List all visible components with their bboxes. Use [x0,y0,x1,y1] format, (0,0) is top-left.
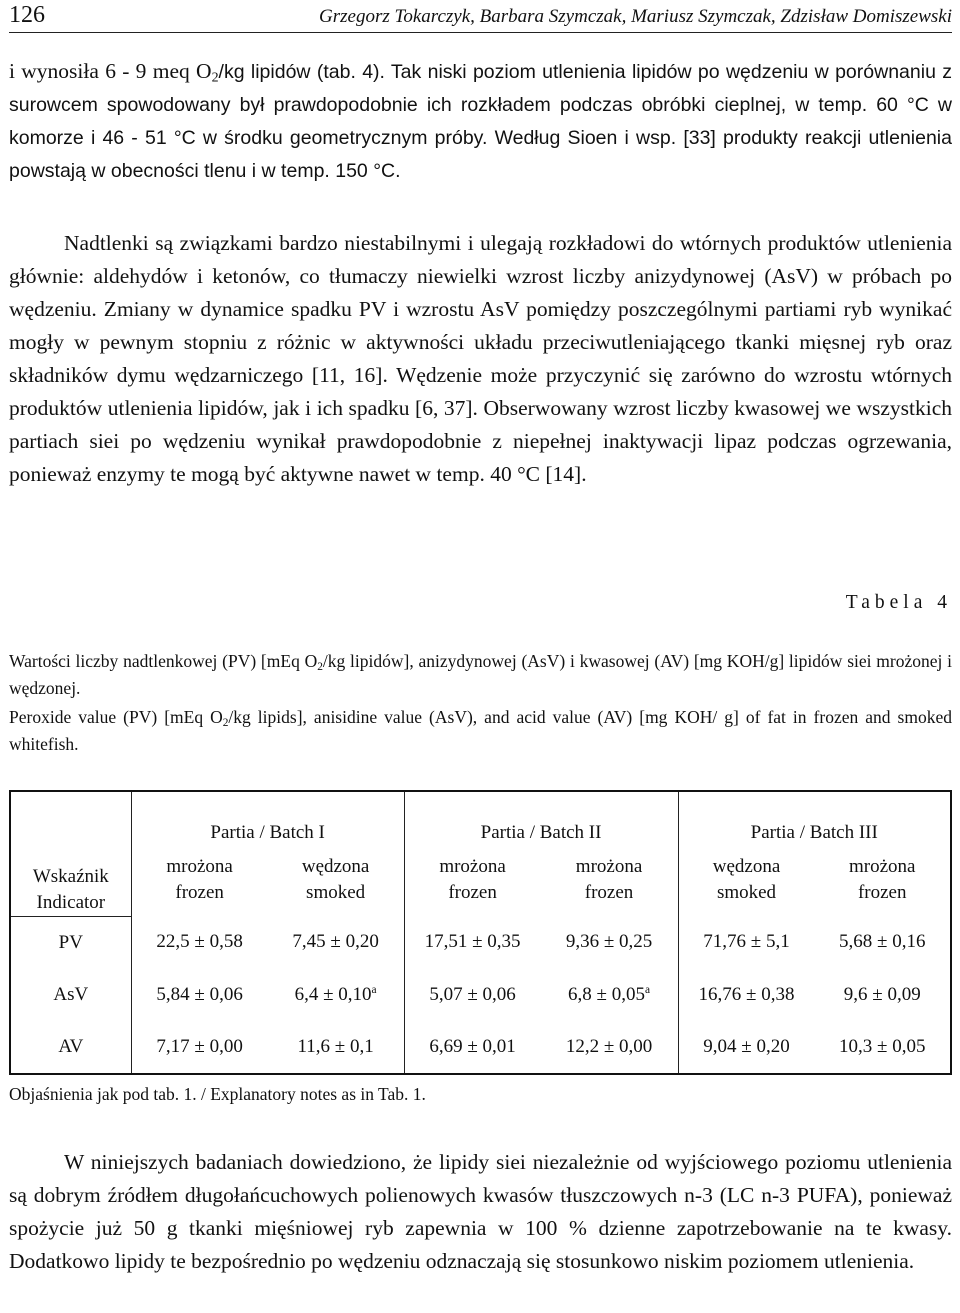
cell-value: 22,5 ± 0,58 [156,931,243,953]
cell-value: 9,36 ± 0,25 [565,931,653,953]
caption-pl-text-b: /kg lipidów], anizydynowej (AsV) i kwasowej (AV) [mg KOH/g] lipidów siei mrożonej i wędzonej. [9,651,952,698]
state-header [541,844,678,916]
table-cell [678,1021,814,1074]
table-caption-polish [9,648,952,702]
caption-en-subscript: 2 [222,716,229,729]
cell-value: 11,6 ± 0,1 [297,1035,374,1057]
table-cell [541,1021,678,1074]
cell-value: 16,76 ± 0,38 [698,983,795,1005]
table-cell [131,1021,267,1074]
cell-value: 9,04 ± 0,20 [703,1035,790,1057]
state-en: frozen [857,882,907,903]
indicator-label-en: Indicator [36,891,106,913]
table-cell [268,916,404,969]
state-en: smoked [306,882,366,903]
state-pl: mrożona [439,856,506,877]
running-header [9,2,952,33]
cell-value: 9,6 ± 0,09 [843,983,921,1005]
paragraph-peroxides: Nadtlenki są związkami bardzo niestabilnymi i ulegają rozkładowi do wtórnych produktów utlenienia głównie: aldehydów i ketonów, co tłumaczy niewielki wzrost liczby anizydynowej (AsV) w próbach po wędzeniu. Zmiany w dynamice spadku PV i wzrostu AsV pomiędzy poszczególnymi partiami ryb wynikać mogły w pewnym stopniu z różnic w aktywności układu przeciwutleniającego tkanki mięsnej ryb oraz składników dymu wędzarniczego [11, 16]. Wędzenie może przyczynić się zarówno do wzrostu wtórnych produktów utlenienia lipidów, jak i ich spadku [6, 37]. Obserwowany wzrost liczby kwasowej we wszystkich partiach siei po wędzeniu wynikał prawdopodobnie z niepełnej inaktywacji lipaz podczas ogrzewania, ponieważ enzymy te mogą być aktywne nawet w temp. 40 °C [14]. [9,231,952,486]
row-label: AsV [10,969,131,1021]
paragraph-conclusions: W niniejszych badaniach dowiedziono, że lipidy siei niezależnie od wyjściowego poziomu utlenienia są dobrym źródłem długołańcuchowych polienowych kwasów tłuszczowych n-3 (LC n-3 PUFA), ponieważ spożycie już 50 g tkanki mięśniowej ryb zapewnia w 100 % dzienne zapotrzebowanie na te kwasy. Dodatkowo lipidy te bezpośrednio po wędzeniu odznaczają się stosunkowo niskim poziomem utlenienia. [9,1150,952,1273]
indicator-header [10,791,131,916]
cell-value: 6,69 ± 0,01 [429,1035,516,1057]
paragraph-oxidation-level [9,55,952,188]
state-en: frozen [584,882,634,903]
cell-superscript: a [371,983,377,996]
state-pl: wędzona [301,856,370,877]
state-header [404,844,540,916]
state-en: smoked [716,882,777,903]
table-cell [404,916,540,969]
batch-header-3: Partia / Batch III [750,822,878,843]
state-en: frozen [175,882,224,903]
cell-value: 6,8 ± 0,05 [568,983,645,1005]
paragraph1-text-b: /kg lipidów (tab. 4). Tak niski poziom utlenienia lipidów po wędzeniu w porównaniu z surowcem spowodowany był prawdopodobnie ich rozkładem podczas obróbki cieplnej, w temp. 60 °C w komorze i 46 - 51 °C w środku geometrycznym próby. Według Sioen i wsp. [33] produkty reakcji utlenienia powstają w obecności tlenu i w temp. 150 °C. [9,61,952,182]
table-cell [131,969,267,1021]
table-cell [814,916,951,969]
caption-en-text-a: Peroxide value (PV) [mEq O [9,707,223,727]
table-cell [814,969,951,1021]
table-cell [678,969,814,1021]
table-cell [268,1021,404,1074]
paragraph1-subscript: 2 [211,70,219,86]
state-header [268,844,404,916]
table-cell [541,916,678,969]
table-cell [678,916,814,969]
table-cell [404,1021,540,1074]
table-row-asv [10,969,951,1021]
cell-value: 5,68 ± 0,16 [839,931,926,953]
paragraph1-lead [9,59,219,86]
cell-value: 71,76 ± 5,1 [703,931,790,953]
batch-header-2: Partia / Batch II [404,791,678,844]
state-en: frozen [448,882,497,903]
state-header [131,844,267,916]
caption-pl-text-a: Wartości liczby nadtlenkowej (PV) [mEq O [9,651,318,671]
cell-value: 6,4 ± 0,10 [294,983,372,1005]
cell-value: 5,07 ± 0,06 [429,983,516,1005]
table-label: Tabela 4 [845,592,952,613]
row-label: AV [10,1021,131,1074]
cell-value: 12,2 ± 0,00 [565,1035,653,1057]
batch-header-1: Partia / Batch I [131,791,404,844]
cell-value: 7,17 ± 0,00 [156,1035,243,1057]
page-number: 126 [9,2,45,28]
table-caption-english [9,704,952,758]
cell-value: 5,84 ± 0,06 [156,983,243,1005]
cell-value: 10,3 ± 0,05 [839,1035,926,1057]
indicator-label-pl: Wskaźnik [32,865,109,887]
table-header-batches [10,791,951,844]
cell-value: 17,51 ± 0,35 [424,931,521,953]
table-cell [131,916,267,969]
table-row-av [10,1021,951,1074]
state-pl: mrożona [575,856,643,877]
state-pl: wędzona [712,856,781,877]
table-notes: Objaśnienia jak pod tab. 1. / Explanatory notes as in Tab. 1. [9,1084,426,1104]
table-cell [404,969,540,1021]
table-cell [541,969,678,1021]
state-header [678,844,814,916]
table-cell [268,969,404,1021]
row-label: PV [10,916,131,969]
caption-pl-subscript: 2 [317,660,323,673]
table-row-pv [10,916,951,969]
paragraph1-text-a: i wynosiła 6 - 9 meq O [9,59,212,83]
table-cell [814,1021,951,1074]
cell-superscript: a [644,983,651,996]
caption-en-text-b: /kg lipids], anisidine value (AsV), and acid value (AV) [mg KOH/ g] of fat in frozen and smoked whitefish. [9,707,952,754]
cell-value: 7,45 ± 0,20 [292,931,379,953]
table-header-states [10,844,951,916]
oxidation-table [9,790,952,1075]
state-pl: mrożona [166,856,233,877]
state-header [814,844,951,916]
running-header-authors: Grzegorz Tokarczyk, Barbara Szymczak, Mariusz Szymczak, Zdzisław Domiszewski [319,6,952,27]
state-pl: mrożona [849,856,916,877]
